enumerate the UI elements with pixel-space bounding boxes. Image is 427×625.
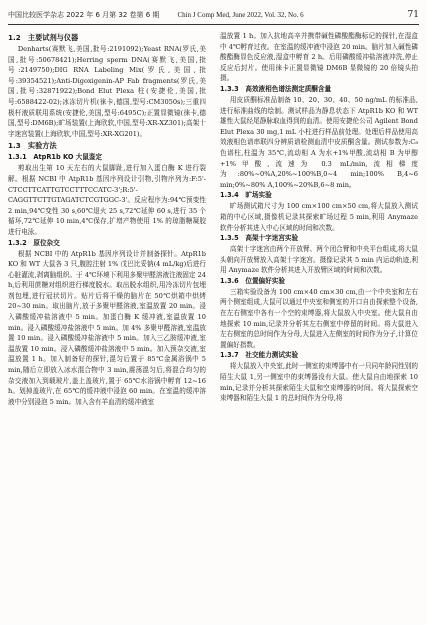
paragraph: 三箱实验设备为 100 cm×40 cm×30 cm,由一个中央室和左右两个侧室组成,大鼠可以通过中央室和侧室的开口自由探索整个设备,在左右侧室中各有一个空的束缚器,将大鼠放入中央室。使大鼠自由地探索 10 min,记录并分析其左右侧室中停留的时间。将大鼠进入左右侧室的总时间作为分母,大鼠进入左侧室的时间作为分子,计算位置偏好指数。	[220, 287, 418, 349]
paragraph: Denharts(赛默飞,美国,批号:2191092);Yeast RNA(罗氏,美国,批号:50678421);Herring sperm DNA(赛默飞,美国,批号:2149750);DIG RNA Labeling Mix(罗氏,美国,批号:39354521);Anti-Digoxigenin-AP Fab fragments(罗氏,美国,批号:32871922);Bond Elut Plexa 柱(安捷伦,美国,批号:6588422-02);冰冻切片机(徕卡,德国,型号:CM3050s);三重四极杆液质联用系统(安捷伦,美国,型号:6495C);正置显微镜(徕卡,德国,型号:DM6B);旷场装置(上海欣软,中国,型号:XR-XZ301);高架十字迷宫装置(上海欣软,中国,型号:XR-XG201)。	[8, 45, 206, 138]
paragraph: 剪取出生第 10 天左右的大鼠脚趾,进行加入蛋白酶 K 进行裂解。根据 NCBI 中 AtpR1b 基因序列设计引物,引物序列为:F:5'-CTCCTTCATTGTCCTTTCCATC-3';R:5'-CAGGTTCTTGTAGATCTCGTGGC-3'。反应程序为:94℃预变性 2 min,94℃变性 30 s,60℃退火 25 s,72℃延伸 60 s,进行 35 个循环,72℃延伸 10 min,4℃保存,扩增产物使用 1% 的琼脂糖凝胶进行电泳。	[8, 164, 206, 236]
paragraph: 旷场测试箱尺寸为 100 cm×100 cm×50 cm,将大鼠放入测试箱的中心区域,摄像机记录其探索旷场过程 5 min,利用 Anymaze 软件分析其进入中心区域的时间和次数。	[220, 202, 418, 232]
subsection-heading: 1.3.3 高效液相色谱法测定质酮含量	[220, 84, 332, 93]
subsection-heading: 1.3.7 社交能力测试实验	[220, 351, 299, 360]
paragraph: 高架十字迷宫由两个开放臂、两个闭合臂和中央平台组成,将大鼠头朝向开放臂放入高架十字迷宫。摄像记录其 5 min 内运动轨迹,利用 Anymaze 软件分析其进入开放臂区域的时间和次数。	[220, 245, 418, 275]
subsection-heading: 1.3.4 旷场实验	[220, 191, 272, 200]
page-number: 71	[407, 10, 419, 20]
subsection-heading: 1.3.6 位置偏好实验	[220, 276, 285, 285]
subsection-heading: 1.3.2 原位杂交	[8, 238, 60, 247]
journal-name-en: Chin J Comp Med, June 2022, Vol. 32, No. 6	[177, 11, 304, 19]
subsection-heading: 1.3.1 AtpR1b KO 大鼠鉴定	[8, 153, 103, 162]
section-heading: 1.2 主要试剂与仪器	[8, 33, 79, 42]
journal-name-cn: 中国比较医学杂志 2022 年 6 月第 32 卷第 6 期	[8, 11, 160, 19]
paragraph: 根据 NCBI 中的 AtpR1b 基因序列设计并制备探针。AtpR1b KO 和 WT 大鼠各 3 只,腹腔注射 1% 戊巴比妥钠(4 mL/kg)后进行心脏灌流,剥离脑组织。于 4℃环境下利用多聚甲醛溶液注液固定 24 h,后利用蔗糖对组织进行梯度脱水。取出脱水组织,用冷冻切片包埋剂包埋,进行冠状切片。贴片后将干燥的脑片在 50℃烘箱中烘烤 20~30 min。取出脑片,放于多聚甲醛溶液,室温放置 20 min。浸入磷酸缓冲盐溶液中 5 min。加蛋白酶 K 缓冲液,室温放置 10 min。浸入磷酸缓冲盐溶液中 5 min。加 4% 多聚甲醛溶液,室温放置 10 min。浸入磷酸缓冲盐溶液中 5 min。加入三乙胺缓冲液,室温放置 10 min。浸入磷酸缓冲盐溶液中 5 min。加入预杂交液,室温放置 1 h。加入制备好的探针,混匀后置于 85℃金属浴锅中 5 min,随后立即放入冰水混合物中 3 min,震荡混匀后,将混合均匀的杂交液加入到载玻片,盖上盖玻片,置于 65℃水浴锅中孵育 12~16 h。划掉盖玻片,在 65℃的缓冲液中浸泡 60 min。在室温的缓冲溶液中分别浸泡 5 min。加入含有羊血清的缓冲液室	[8, 249, 206, 406]
running-header	[8, 9, 419, 21]
paragraph: 用皮质酮标准品制备 10、20、30、40、50 ng/mL 的标准品,进行标准曲线的绘制。测试样品为静息状态下 AtpR1b KO 和 WT 雄性大鼠经尾静脉取血得到的血清。使用安捷伦公司 Agilent Bond Elut Plexa 30 mg,1 mL 小柱进行样品前处理。处理后样品使用高效液相色谱串联四分辨质谱检测血清中皮质酮含量。测试参数为:C₈ 色谱柱,柱温为 35℃,流动相 A 为水+1%甲酸,流动相 B 为甲醇+1%甲酸,流速为 0.3 mL/min,流相梯度为:80%~0%A,20%~100%B,0~4 min;100% B,4~6 min;0%~80% A,100%~20%B,6~8 min。	[220, 95, 418, 189]
header-rule	[8, 24, 419, 25]
paragraph: 将大鼠放入中央室,此时一侧室的束缚器中有一只同年龄同性别的陌生大鼠 1,另一侧室中的束缚器没有大鼠。使大鼠自由地探索 10 min,记录并分析其探索陌生大鼠和空束缚器的时间。将大鼠探索空束缚器和陌生大鼠 1 的总时间作为分母,将	[220, 362, 418, 403]
paragraph: 温放置 1 h。加入抗地高辛并携带碱性磷酸酯酶标记的探针,在湿盒中 4℃孵育过夜。在室温的缓冲液中浸泡 20 min。脑片加入碱性磷酸酯酶显色反应液,湿盒中孵育 2 h。后用磷酸缓冲盐溶液冲洗,停止反应后封片。使用徕卡正置显微镜 DM6B 显微镜的 20 倍镜头拍摄。	[220, 32, 418, 83]
right-column	[220, 31, 418, 619]
subsection-heading: 1.3.5 高架十字迷宫实验	[220, 234, 299, 243]
left-column	[8, 31, 206, 619]
section-heading: 1.3 实验方法	[8, 141, 57, 151]
